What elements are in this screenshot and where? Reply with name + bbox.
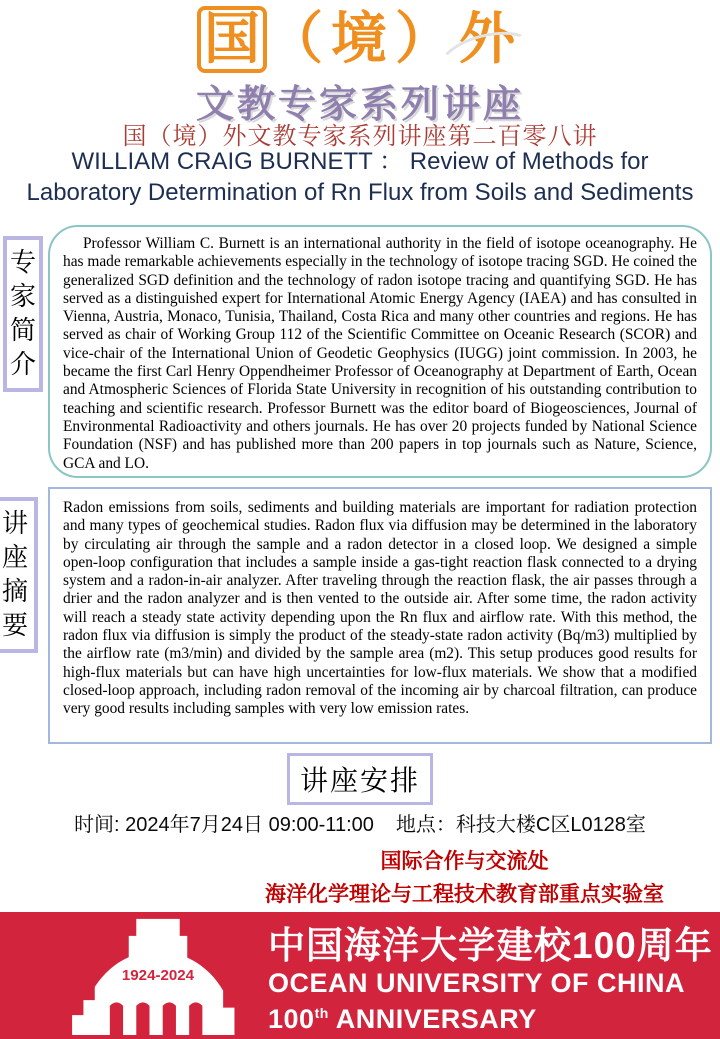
banner-anniversary: ANNIVERSARY (328, 1004, 537, 1034)
label-char: 摘 (1, 577, 28, 606)
schedule-heading: 讲座安排 (287, 753, 433, 805)
label-char: 讲 (1, 509, 28, 538)
lecture-title-line1: WILLIAM CRAIG BURNETT ： Review of Methods for (71, 148, 649, 175)
banner-line-en2 (268, 998, 713, 1034)
abstract-label (0, 497, 38, 653)
logo-line1-rest: （境）外 (267, 7, 523, 70)
series-title: 国（境）外文教专家系列讲座第二百零八讲 (122, 124, 598, 150)
label-char: 家 (9, 282, 36, 311)
banner-line-cn: 中国海洋大学建校100周年 (268, 925, 713, 966)
university-anniversary-logo-icon (60, 917, 256, 1035)
organizer-line: 海洋化学理论与工程技术教育部重点实验室 (265, 882, 664, 906)
label-char: 介 (9, 350, 36, 379)
logo-boxed-char: 国 (197, 6, 267, 73)
banner-th-sup: th (314, 1005, 329, 1021)
label-char: 座 (1, 543, 28, 572)
organizers (265, 845, 664, 911)
banner-line-en1: OCEAN UNIVERSITY OF CHINA (268, 968, 686, 998)
expert-intro-text: Professor William C. Burnett is an international authority in the field of isotope oceanography. He has made remarkable achievements especially in the technology of isotope tracing SGD. He coined the generalized SGD definition and the technology of radon isotope tracing and quantifying SGD. He has served as a distinguished expert for International Atomic Energy Agency (IAEA) and has consulted in Vienna, Austria, Monaco, Tunisia, Thailand, Costa Rica and many other countries and regions. He has served as chair of Working Group 112 of the Scientific Committee on Oceanic Research (SCOR) and vice-chair of the International Union of Geodetic Geophysics (IUGG) joint commission. In 2003, he became the first Carl Henry Oppendheimer Professor of Oceanography at Department of Earth, Ocean and Atmospheric Sciences of Florida State University in recognition of his outstanding contribution to teaching and scientific research. Professor Burnett was the editor board of Biogeosciences, Journal of Environmental Radioactivity and others journals. He has over 20 projects funded by National Science Foundation (NSF) and has published more than 200 papers in top journals such as Nature, Science, GCA and LO. (63, 235, 697, 472)
place-value: 地点：科技大楼C区L0128室 (395, 814, 646, 836)
expert-intro-box (48, 225, 712, 478)
time-location-line (0, 808, 720, 837)
label-char: 简 (9, 316, 36, 345)
schedule-heading-wrap (0, 753, 720, 805)
lecture-title-line2: Laboratory Determination of Rn Flux from Soils and Sediments (26, 179, 694, 206)
label-char: 要 (1, 611, 28, 640)
banner-text (268, 924, 713, 1034)
abstract-text: Radon emissions from soils, sediments and building materials are important for radiation protection and many types of geochemical studies. Radon flux via diffusion may be determined in the laboratory by circulating air through the sample and a radon detector in a closed loop. We designed a simple open-loop configuration that includes a sample inside a gas-tight reaction flask connected to a drying system and a radon-in-air analyzer. After traveling through the reaction flask, the air passes through a drier and the radon analyzer and is then vented to the outside air. After some time, the radon activity will reach a steady state activity depending upon the Rn flux and airflow rate. With this method, the radon flux via diffusion is simply the product of the steady-state radon activity (Bq/m3) multiplied by the airflow rate (m3/min) and divided by the sample area (m2). This setup produces good results for high-flux materials but can have high uncertainties for low-flux materials. We show that a modified closed-loop approach, including radon removal of the incoming air by charcoal filtration, can produce very good results including samples with very low emission rates. (63, 499, 697, 718)
logo-line1 (0, 6, 720, 73)
anniversary-banner (0, 912, 720, 1039)
time-value: 时间: 2024年7月24日 09:00-11:00 (74, 814, 374, 836)
abstract-box (48, 487, 712, 744)
series-logo (0, 6, 720, 128)
banner-100: 100 (268, 1004, 315, 1034)
logo-line2: 文教专家系列讲座 (195, 83, 524, 126)
expert-intro-label (3, 236, 43, 392)
logo-years-text: 1924-2024 (121, 967, 195, 985)
lecture-title (0, 146, 720, 208)
label-char: 专 (9, 248, 36, 277)
organizer-line: 国际合作与交流处 (380, 849, 549, 873)
